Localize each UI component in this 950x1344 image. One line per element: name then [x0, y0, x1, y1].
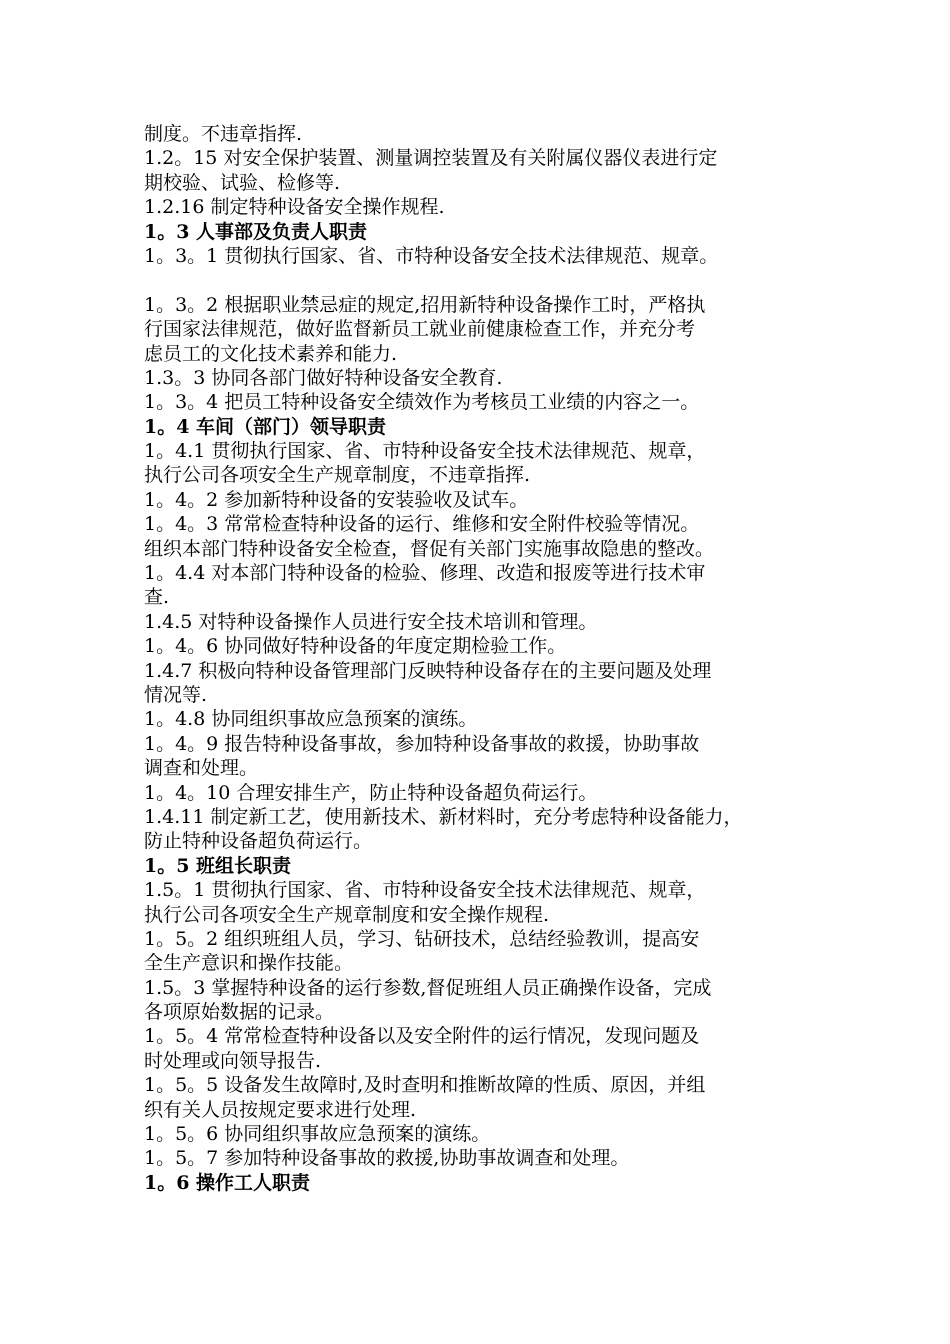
paragraph-line: 1.2.16 制定特种设备安全操作规程. [144, 196, 445, 219]
paragraph-line: 1。3。2 根据职业禁忌症的规定,招用新特种设备操作工时，严格执 [144, 293, 706, 316]
section-heading: 1。3 人事部及负责人职责 [144, 220, 368, 243]
paragraph-line: 1。5。2 组织班组人员，学习、钻研技术，总结经验教训，提高安 [144, 927, 700, 950]
blank-line [144, 268, 812, 292]
paragraph-line: 1.4.11 制定新工艺，使用新技术、新材料时，充分考虑特种设备能力， [144, 805, 743, 828]
paragraph-line: 执行公司各项安全生产规章制度，不违章指挥. [144, 464, 531, 487]
paragraph-line: 1。4.8 协同组织事故应急预案的演练。 [144, 708, 478, 731]
paragraph-line: 1。3。4 把员工特种设备安全绩效作为考核员工业绩的内容之一。 [144, 391, 700, 414]
paragraph-line: 1。4。10 合理安排生产，防止特种设备超负荷运行。 [144, 781, 598, 804]
paragraph-line: 1。4。9 报告特种设备事故，参加特种设备事故的救援，协助事故 [144, 732, 700, 755]
paragraph-line: 各项原始数据的记录。 [144, 1001, 335, 1024]
paragraph-line: 行国家法律规范，做好监督新员工就业前健康检查工作，并充分考 [144, 318, 696, 341]
paragraph-line: 期校验、试验、检修等. [144, 171, 341, 194]
paragraph-line: 1。5。7 参加特种设备事故的救援,协助事故调查和处理。 [144, 1147, 630, 1170]
paragraph-line: 1。4。6 协同做好特种设备的年度定期检验工作。 [144, 635, 567, 658]
paragraph-line: 1。4。3 常常检查特种设备的运行、维修和安全附件校验等情况。 [144, 513, 700, 536]
paragraph-line: 查. [144, 586, 170, 609]
paragraph-line: 1.4.7 积极向特种设备管理部门反映特种设备存在的主要问题及处理 [144, 659, 712, 682]
paragraph-line: 防止特种设备超负荷运行。 [144, 830, 373, 853]
paragraph-line: 1.2。15 对安全保护装置、测量调控装置及有关附属仪器仪表进行定 [144, 147, 718, 170]
paragraph-line: 1.5。1 贯彻执行国家、省、市特种设备安全技术法律规范、规章， [144, 879, 706, 902]
paragraph-line: 1。5。5 设备发生故障时,及时查明和推断故障的性质、原因，并组 [144, 1074, 706, 1097]
paragraph-line: 制度。不违章指挥. [144, 123, 303, 145]
paragraph-line: 1.5。3 掌握特种设备的运行参数,督促班组人员正确操作设备，完成 [144, 976, 712, 999]
section-heading: 1。5 班组长职责 [144, 854, 292, 877]
paragraph-line: 1。5。4 常常检查特种设备以及安全附件的运行情况，发现问题及 [144, 1025, 700, 1048]
paragraph-line: 1。4.4 对本部门特种设备的检验、修理、改造和报废等进行技术审 [144, 562, 706, 585]
paragraph-line: 情况等. [144, 683, 208, 706]
document-body [144, 122, 812, 1195]
paragraph-line: 1.4.5 对特种设备操作人员进行安全技术培训和管理。 [144, 610, 598, 633]
paragraph-line: 1。5。6 协同组织事故应急预案的演练。 [144, 1123, 491, 1146]
paragraph-line: 1。4。2 参加新特种设备的安装验收及试车。 [144, 488, 529, 511]
paragraph-line: 调查和处理。 [144, 757, 259, 780]
paragraph-line: 织有关人员按规定要求进行处理. [144, 1098, 417, 1121]
section-heading: 1。6 操作工人职责 [144, 1171, 311, 1194]
paragraph-line: 虑员工的文化技术素养和能力. [144, 342, 398, 365]
paragraph-line: 1。3。1 贯彻执行国家、省、市特种设备安全技术法律规范、规章。 [144, 244, 719, 267]
paragraph-line: 1。4.1 贯彻执行国家、省、市特种设备安全技术法律规范、规章， [144, 440, 706, 463]
paragraph-line: 1.3。3 协同各部门做好特种设备安全教育. [144, 366, 503, 389]
paragraph-line: 执行公司各项安全生产规章制度和安全操作规程. [144, 903, 550, 926]
paragraph-line: 时处理或向领导报告. [144, 1049, 322, 1072]
paragraph-line: 组织本部门特种设备安全检查，督促有关部门实施事故隐患的整改。 [144, 537, 715, 560]
paragraph-line: 全生产意识和操作技能。 [144, 952, 354, 975]
section-heading: 1。4 车间（部门）领导职责 [144, 415, 387, 438]
